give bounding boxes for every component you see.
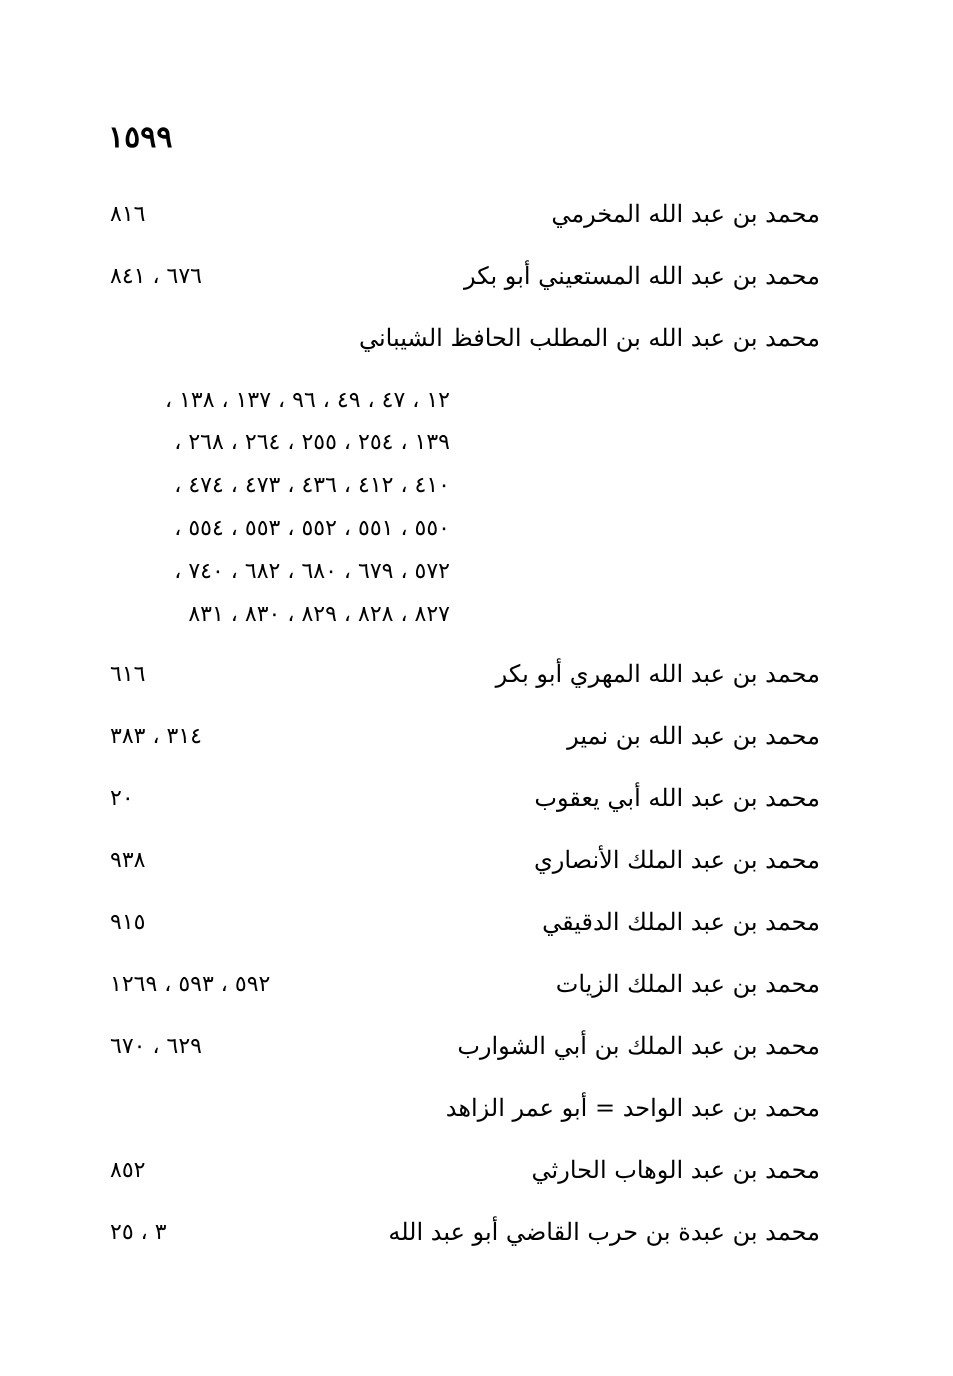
index-entry <box>100 1094 820 1138</box>
entry-pages: ٢٠ <box>110 786 134 811</box>
entry-name: محمد بن عبد الله المستعيني أبو بكر <box>464 262 820 290</box>
index-entry <box>100 722 820 766</box>
index-entry <box>100 1032 820 1076</box>
entry-pages: ٨٥٢ <box>110 1158 146 1183</box>
entry-name: محمد بن عبد الله بن نمير <box>567 722 820 750</box>
entry-pages: ٩٣٨ <box>110 848 146 873</box>
entry-pages: ٦٢٩ ، ٦٧٠ <box>110 1034 202 1059</box>
pages-line: ١٣٩ ، ٢٥٤ ، ٢٥٥ ، ٢٦٤ ، ٢٦٨ ، <box>174 430 450 455</box>
entry-pages: ٩١٥ <box>110 910 146 935</box>
index-entry <box>100 908 820 952</box>
index-entry <box>100 1218 820 1262</box>
page-number: ١٥٩٩ <box>108 120 173 155</box>
pages-line: ٤١٠ ، ٤١٢ ، ٤٣٦ ، ٤٧٣ ، ٤٧٤ ، <box>174 473 450 498</box>
entry-name: محمد بن عبد الله المهري أبو بكر <box>495 660 820 688</box>
index-entry <box>100 660 820 704</box>
index-entry <box>100 262 820 306</box>
index-entry <box>100 846 820 890</box>
entry-name: محمد بن عبد الملك الأنصاري <box>533 846 820 874</box>
entry-name: محمد بن عبدة بن حرب القاضي أبو عبد الله <box>388 1218 820 1246</box>
entry-pages: ٦٧٦ ، ٨٤١ <box>110 264 202 289</box>
pages-line: ١٢ ، ٤٧ ، ٤٩ ، ٩٦ ، ١٣٧ ، ١٣٨ ، <box>164 388 450 413</box>
entry-name: محمد بن عبد الواحد = أبو عمر الزاهد <box>445 1094 820 1122</box>
entry-name: محمد بن عبد الملك الزيات <box>555 970 820 998</box>
entry-name: محمد بن عبد الوهاب الحارثي <box>531 1156 820 1184</box>
entry-pages: ٦١٦ <box>110 662 146 687</box>
entry-pages: ٨١٦ <box>110 202 146 227</box>
pages-line: ٥٥٠ ، ٥٥١ ، ٥٥٢ ، ٥٥٣ ، ٥٥٤ ، <box>174 516 450 541</box>
entry-pages: ٣ ، ٢٥ <box>110 1220 167 1245</box>
index-entry <box>100 200 820 244</box>
entry-name: محمد بن عبد الملك بن أبي الشوارب <box>457 1032 820 1060</box>
index-entry <box>100 324 820 368</box>
entry-pages: ٥٩٢ ، ٥٩٣ ، ١٢٦٩ <box>110 972 271 997</box>
entry-name: محمد بن عبد الله أبي يعقوب <box>534 784 820 812</box>
index-entry <box>100 1156 820 1200</box>
pages-line: ٨٢٧ ، ٨٢٨ ، ٨٢٩ ، ٨٣٠ ، ٨٣١ <box>188 602 450 627</box>
pages-line: ٥٧٢ ، ٦٧٩ ، ٦٨٠ ، ٦٨٢ ، ٧٤٠ ، <box>174 559 450 584</box>
entry-pages: ٣١٤ ، ٣٨٣ <box>110 724 202 749</box>
entry-name: محمد بن عبد الله المخرمي <box>551 200 820 228</box>
index-entry <box>100 784 820 828</box>
entry-name: محمد بن عبد الله بن المطلب الحافظ الشيباني <box>358 324 820 352</box>
entry-name: محمد بن عبد الملك الدقيقي <box>542 908 820 936</box>
index-entry <box>100 970 820 1014</box>
